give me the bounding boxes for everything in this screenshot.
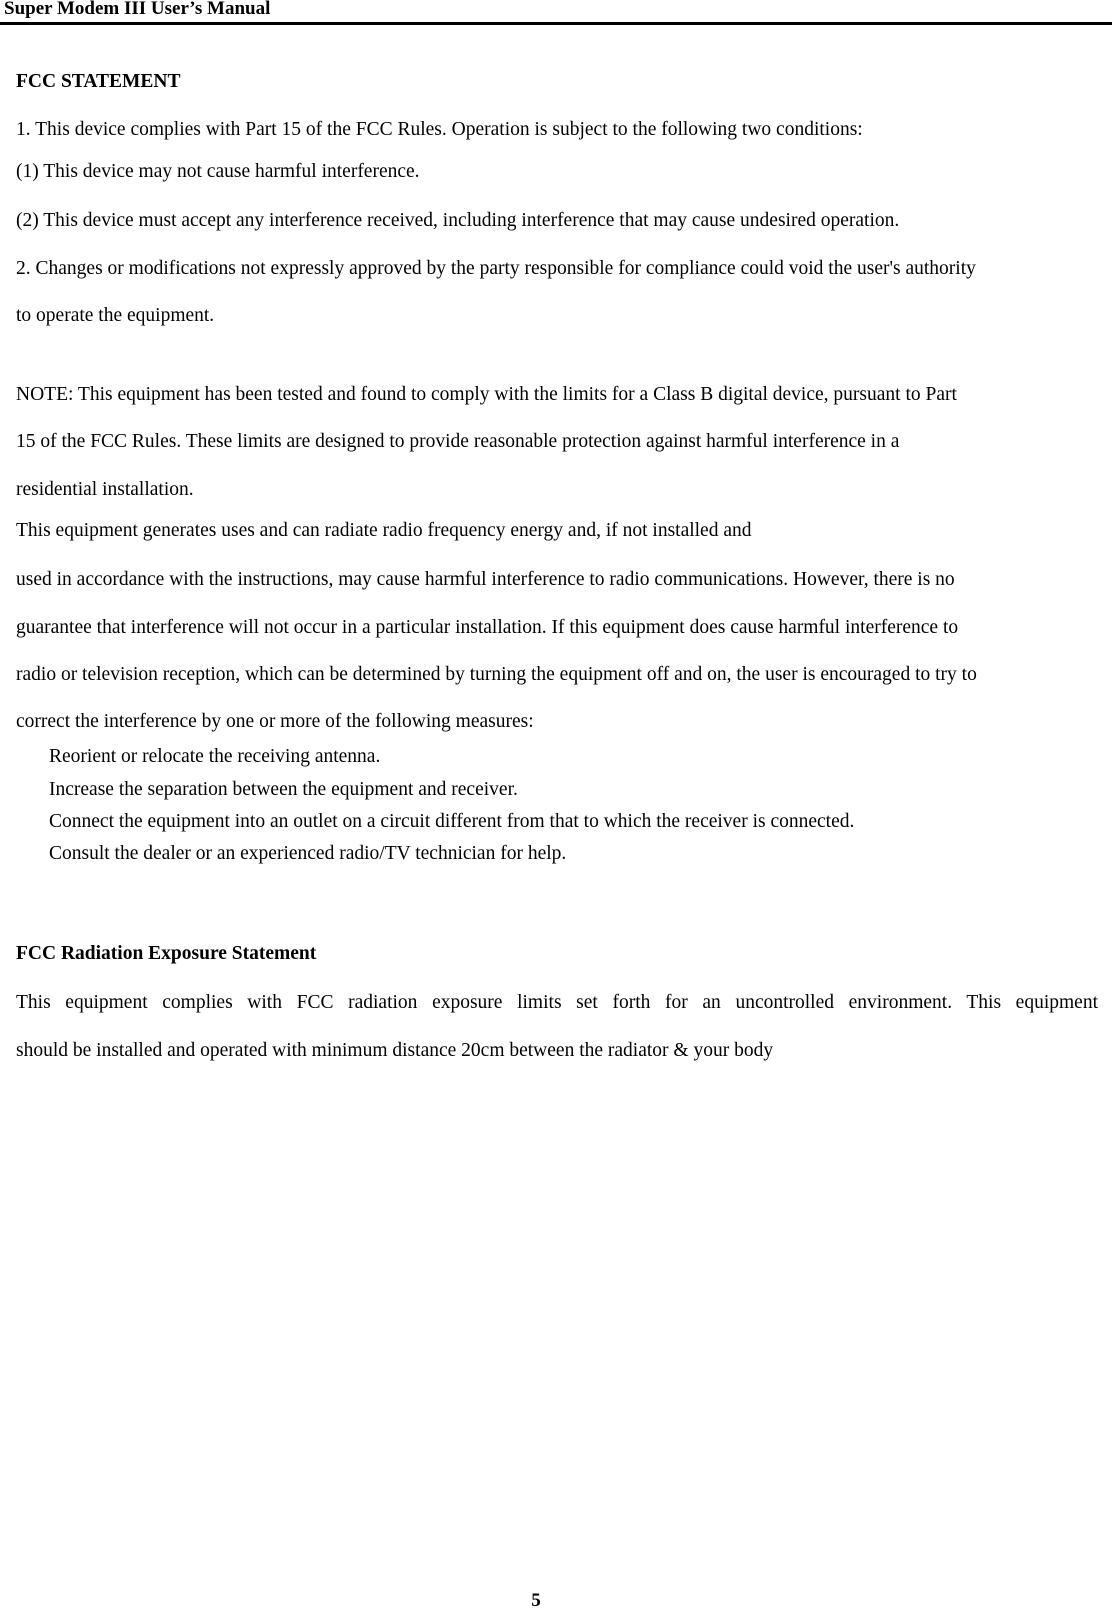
document-header-title: Super Modem III User’s Manual xyxy=(4,0,271,19)
radiation-heading: FCC Radiation Exposure Statement xyxy=(16,943,317,964)
radiation-line-2: should be installed and operated with minimum distance 20cm between the radiator & your body xyxy=(16,1040,774,1061)
page-number: 5 xyxy=(531,1590,541,1611)
measure-item: Increase the separation between the equipment and receiver. xyxy=(49,779,518,800)
note-line-7: radio or television reception, which can be determined by turning the equipment off and on, the user is encouraged to try to xyxy=(16,664,977,685)
note-line-5: used in accordance with the instructions, may cause harmful interference to radio communications. However, there is no xyxy=(16,569,955,590)
measure-item: Connect the equipment into an outlet on a circuit different from that to which the receiver is connected. xyxy=(49,811,855,832)
fcc-condition-2: (2) This device must accept any interference received, including interference that may cause undesired operation. xyxy=(16,210,900,231)
note-line-8: correct the interference by one or more of the following measures: xyxy=(16,711,534,732)
measure-item: Consult the dealer or an experienced radio/TV technician for help. xyxy=(49,843,567,864)
note-line-4: This equipment generates uses and can radiate radio frequency energy and, if not installed and xyxy=(16,520,752,541)
fcc-statement-line-1: 1. This device complies with Part 15 of the FCC Rules. Operation is subject to the following two conditions: xyxy=(16,119,863,140)
fcc-condition-1: (1) This device may not cause harmful interference. xyxy=(16,161,420,182)
fcc-statement-line-2a: 2. Changes or modifications not expressly approved by the party responsible for compliance could void the user's authority xyxy=(16,258,976,279)
radiation-line-1: This equipment complies with FCC radiation exposure limits set forth for an uncontrolled environment. This equipment xyxy=(16,992,1098,1013)
fcc-statement-heading: FCC STATEMENT xyxy=(16,71,181,92)
note-line-3: residential installation. xyxy=(16,479,194,500)
note-line-6: guarantee that interference will not occur in a particular installation. If this equipment does cause harmful interference to xyxy=(16,617,959,638)
header-rule xyxy=(0,22,1112,25)
note-line-1: NOTE: This equipment has been tested and found to comply with the limits for a Class B digital device, pursuant to Part xyxy=(16,384,957,405)
measure-item: Reorient or relocate the receiving antenna. xyxy=(49,746,381,767)
note-line-2: 15 of the FCC Rules. These limits are designed to provide reasonable protection against harmful interference in a xyxy=(16,431,900,452)
fcc-statement-line-2b: to operate the equipment. xyxy=(16,305,215,326)
